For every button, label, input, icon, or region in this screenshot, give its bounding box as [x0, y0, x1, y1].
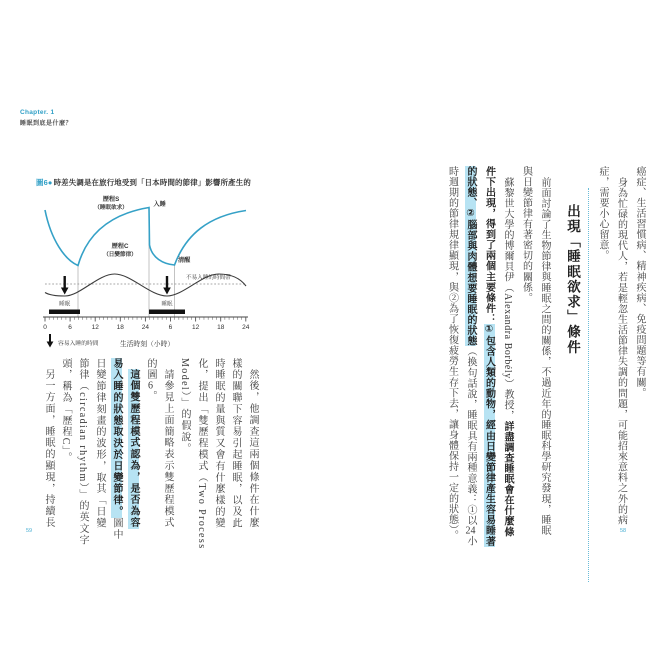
- label-process-c: 歷程C: [111, 243, 129, 250]
- text-segment: 節律（circadian rhythm）」的英文字: [77, 358, 88, 547]
- text-column: [230, 358, 241, 550]
- text-segment: 。: [145, 390, 156, 403]
- text-segment: 症，需要小心留意。: [597, 166, 608, 261]
- sleep-arrow-2: [163, 276, 171, 295]
- label-process-s: 歷程S: [102, 196, 120, 203]
- text-segment: 24: [465, 525, 476, 536]
- figure-caption: [36, 177, 251, 188]
- text-column: [60, 358, 71, 550]
- label-hard-band: 不易入睡的時間帶: [186, 275, 231, 281]
- label-fall-asleep: 入睡: [153, 201, 166, 208]
- tick-label: 12: [91, 324, 99, 331]
- label-sleep-1: 睡眠: [59, 301, 71, 308]
- text-segment: ①包含人類的動物，經由日變節律產生容易睡著: [483, 324, 495, 547]
- text-column: [247, 358, 258, 561]
- tick-label: 12: [191, 324, 200, 331]
- text-column: [597, 166, 608, 550]
- text-segment: （換句話說，睡眠具有兩種意義：①以: [465, 346, 476, 526]
- label-xlabel: 生活時刻（小時）: [119, 341, 175, 348]
- chapter-label: Chapter. 1: [20, 109, 55, 116]
- text-column: [128, 358, 139, 561]
- chapter-section-title: 睡眠到底是什麼？: [20, 121, 73, 127]
- label-process-c-sub: （日變節律）: [103, 252, 137, 258]
- text-segment: 詳盡調查睡眠會在什麼條: [502, 420, 513, 538]
- text-column: [447, 166, 458, 550]
- text-segment: 頭，稱為「歷程C」。: [60, 358, 71, 464]
- text-segment: 時睡眠的量與質又會有什麼樣的變: [213, 358, 224, 529]
- label-easy-time: 容易入睡的時間: [58, 341, 99, 347]
- section-heading: 出現「睡眠欲求」條件: [562, 166, 582, 588]
- text-segment: 樣的關聯下容易引起睡眠，以及此: [230, 358, 241, 529]
- guide-lines: [78, 208, 175, 318]
- text-segment: 6: [148, 380, 153, 391]
- text-column: [162, 358, 173, 561]
- two-process-figure: [34, 188, 270, 358]
- process-s-curve: [45, 208, 246, 266]
- text-segment: 前面討論了生物節律與睡眠之間的關係，不過近年的睡眠科學研究發現，睡眠: [539, 177, 550, 536]
- tick-label: 24: [141, 324, 150, 331]
- axis-tick-labels: [43, 324, 250, 331]
- label-sleep-2: 睡眠: [161, 301, 173, 308]
- tick-label: 6: [68, 324, 72, 331]
- text-column: [196, 358, 207, 550]
- text-segment: 圖中: [111, 517, 122, 541]
- text-column: [539, 166, 550, 561]
- text-column: [77, 358, 88, 550]
- sleep-bar-1: [49, 310, 80, 315]
- text-column: [111, 358, 122, 550]
- text-segment: 請參見上面簡略表示雙歷程模式: [162, 369, 173, 529]
- left-page-text: [37, 358, 258, 550]
- text-column: [484, 166, 495, 550]
- text-segment: 時週期的節律規律顯現，與②為了恢復疲勞生存下去，讓身體保持一定的狀態）。: [446, 166, 458, 541]
- figure-tag: 圖6●: [36, 178, 53, 187]
- tick-label: 6: [168, 324, 173, 331]
- text-segment: 日變節律刻畫的波形，取其「日變: [94, 358, 105, 529]
- figure-title-text: 時差失調是在旅行地受到「日本時間的節律」影響所產生的: [53, 178, 251, 187]
- label-wake: 清醒: [178, 257, 191, 264]
- text-segment: 的圖: [145, 358, 156, 381]
- text-column: [616, 166, 627, 561]
- right-page-text: [439, 166, 645, 550]
- text-segment: 身為忙碌的現代人，若是輕忽生活節律失調的問題，可能招來意料之外的病: [615, 177, 627, 526]
- label-process-s-sub: （睡眠欲求）: [94, 205, 128, 211]
- text-segment: 與日變節律有著密切的關係。: [520, 166, 532, 304]
- tick-label: 18: [217, 324, 225, 331]
- axis-ticks: [45, 317, 246, 322]
- text-segment: 然後，他調查這兩個條件在什麼: [247, 369, 258, 529]
- text-column: [145, 358, 156, 550]
- text-column: [634, 166, 645, 550]
- text-segment: 另一方面，睡眠的顯現，持續長: [43, 369, 54, 529]
- tick-label: 0: [43, 324, 47, 331]
- page-number-right: 58: [620, 528, 627, 534]
- text-segment: 化，提出「雙歷程模式（Two Process: [196, 358, 207, 550]
- text-column: [465, 166, 476, 550]
- text-segment: 易入睡的狀態取決於日變節律。: [111, 358, 122, 518]
- tick-label: 18: [116, 324, 124, 331]
- text-column: [179, 358, 190, 550]
- text-segment: 蘇黎世大學的博爾貝伊（Alexandra Borbély）教授，: [502, 177, 513, 421]
- sleep-bar-2: [149, 310, 185, 315]
- text-segment: 小: [465, 535, 476, 547]
- text-segment: Model）」的假說。: [179, 358, 190, 455]
- easy-sleep-arrow: [47, 334, 54, 348]
- text-column: [213, 358, 224, 550]
- text-segment: 的狀態、②腦部與肉體想要睡眠的狀態: [465, 166, 476, 347]
- page-number-left: 59: [26, 528, 33, 534]
- text-column: [94, 358, 105, 550]
- text-segment: 這個雙歷程模式認為，是否為容: [128, 369, 139, 529]
- tick-label: 24: [242, 324, 250, 331]
- text-segment: 癌症、生活習慣病、精神疾病、免疫問題等有關。: [634, 166, 645, 399]
- text-segment: 件下出現，得到了兩個主要條件：: [483, 166, 495, 325]
- sleep-arrow-1: [61, 276, 69, 295]
- text-column: [521, 166, 532, 550]
- text-column: [502, 166, 513, 561]
- text-column: [43, 358, 54, 561]
